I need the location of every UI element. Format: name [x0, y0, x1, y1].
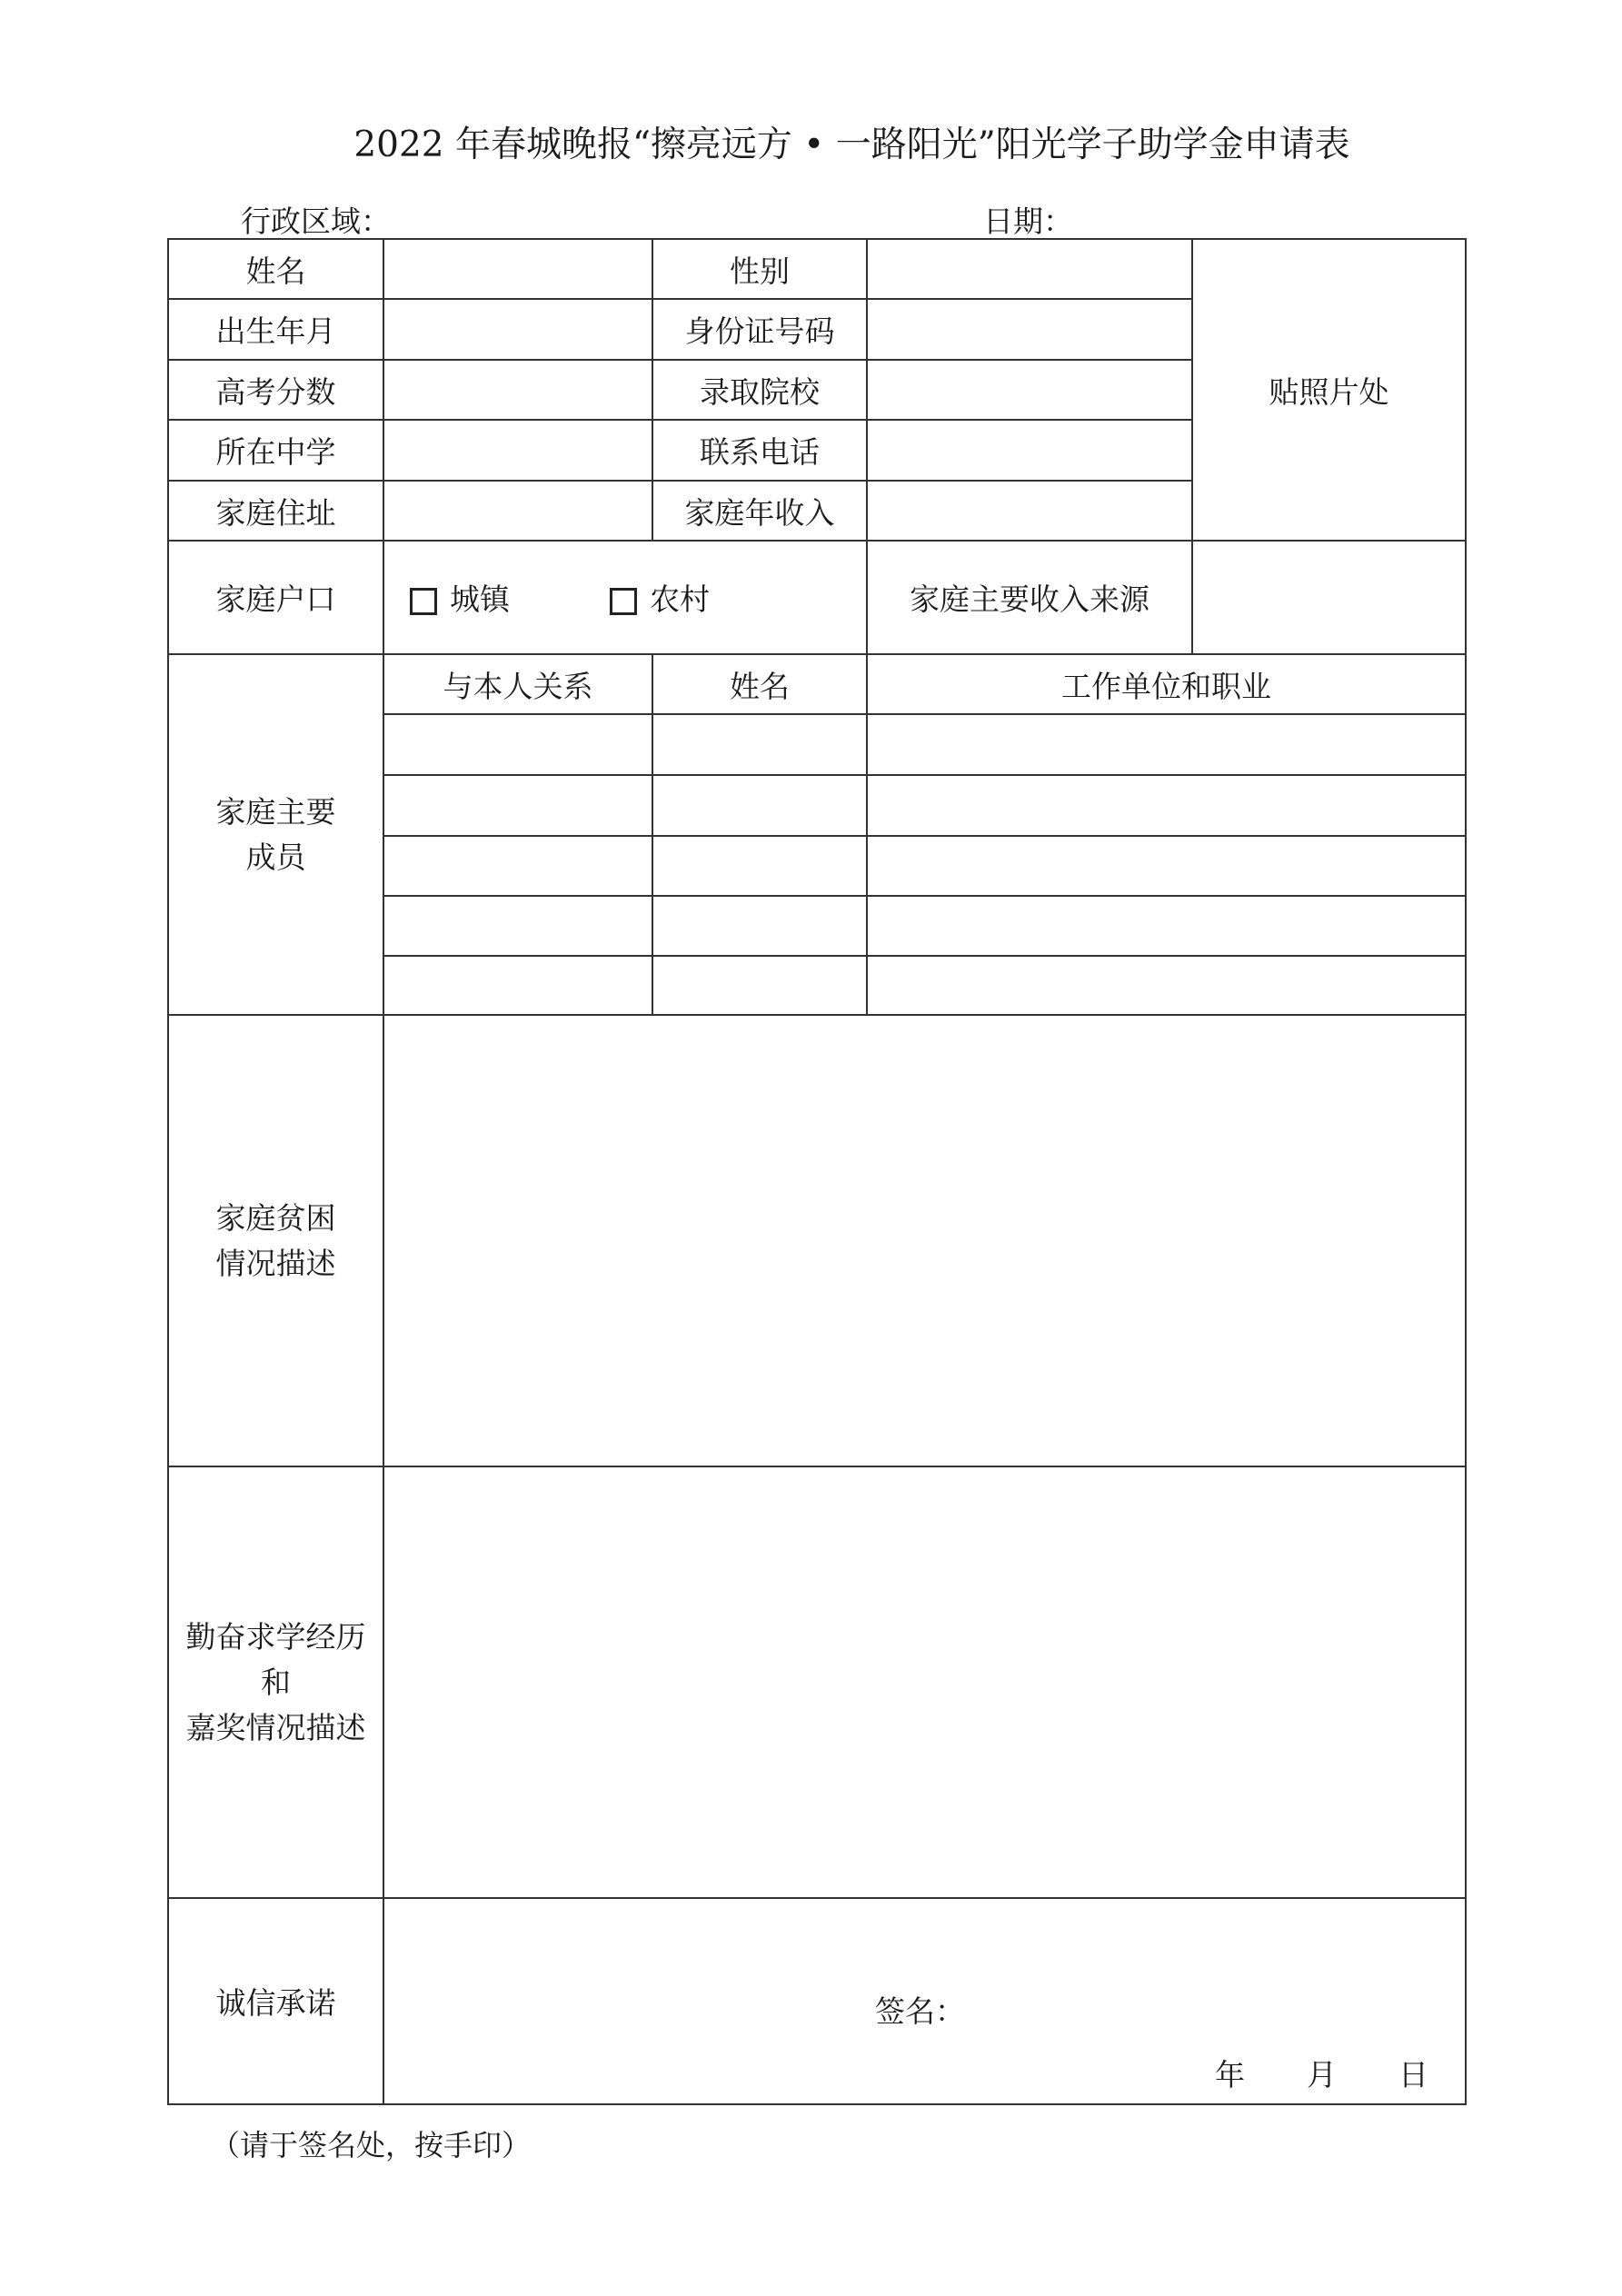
address-input-cell[interactable]	[383, 481, 652, 541]
member-work-cell[interactable]	[867, 714, 1466, 775]
school-label: 所在中学	[168, 420, 383, 481]
id-number-label: 身份证号码	[652, 299, 867, 360]
family-members-label	[168, 654, 383, 1015]
study-label	[168, 1466, 383, 1898]
member-name-cell[interactable]	[652, 956, 867, 1015]
town-option-label: 城镇	[450, 581, 510, 617]
promise-cell[interactable]	[383, 1898, 1466, 2104]
income-source-input-cell[interactable]	[1192, 541, 1466, 654]
rural-option-label: 农村	[650, 581, 710, 617]
member-work-cell[interactable]	[867, 775, 1466, 836]
town-checkbox[interactable]	[410, 588, 437, 615]
member-relation-cell[interactable]	[383, 714, 652, 775]
hukou-option-rural[interactable]	[610, 576, 710, 619]
member-name-cell[interactable]	[652, 836, 867, 896]
income-source-label: 家庭主要收入来源	[867, 541, 1192, 654]
member-work-cell[interactable]	[867, 836, 1466, 896]
date-label: 日期：	[983, 204, 1073, 239]
hukou-option-town[interactable]	[410, 576, 510, 619]
form-title: 2022 年春城晚报“擦亮远方 • 一路阳光”阳光学子助学金申请表	[353, 124, 1350, 165]
member-name-cell[interactable]	[652, 775, 867, 836]
promise-label: 诚信承诺	[168, 1898, 383, 2104]
income-input-cell[interactable]	[867, 481, 1192, 541]
address-label: 家庭住址	[168, 481, 383, 541]
member-name-cell[interactable]	[652, 896, 867, 956]
study-label-line2: 和	[261, 1664, 291, 1700]
application-form-table	[167, 238, 1467, 2105]
score-label: 高考分数	[168, 360, 383, 420]
work-column-header: 工作单位和职业	[867, 654, 1466, 714]
member-work-cell[interactable]	[867, 956, 1466, 1015]
id-number-input-cell[interactable]	[867, 299, 1192, 360]
month-label: 月	[1307, 2057, 1337, 2092]
school-input-cell[interactable]	[383, 420, 652, 481]
relation-column-header: 与本人关系	[383, 654, 652, 714]
gender-label: 性别	[652, 239, 867, 299]
college-label: 录取院校	[652, 360, 867, 420]
birth-label: 出生年月	[168, 299, 383, 360]
hukou-options	[383, 541, 867, 654]
study-description-cell[interactable]	[383, 1466, 1466, 1898]
name-label: 姓名	[168, 239, 383, 299]
income-label: 家庭年收入	[652, 481, 867, 541]
rural-checkbox[interactable]	[610, 588, 637, 615]
day-label: 日	[1398, 2057, 1428, 2092]
poverty-description-cell[interactable]	[383, 1015, 1466, 1466]
college-input-cell[interactable]	[867, 360, 1192, 420]
hukou-label: 家庭户口	[168, 541, 383, 654]
family-members-label-line2: 成员	[245, 839, 306, 875]
member-relation-cell[interactable]	[383, 775, 652, 836]
region-label: 行政区域：	[241, 204, 391, 239]
poverty-label	[168, 1015, 383, 1466]
member-relation-cell[interactable]	[383, 956, 652, 1015]
member-name-cell[interactable]	[652, 714, 867, 775]
member-name-column-header: 姓名	[652, 654, 867, 714]
poverty-label-line2: 情况描述	[215, 1245, 336, 1281]
study-label-line1: 勤奋求学经历	[185, 1618, 366, 1655]
member-relation-cell[interactable]	[383, 836, 652, 896]
name-input-cell[interactable]	[383, 239, 652, 299]
signature-label: 签名：	[875, 1993, 965, 2029]
gender-input-cell[interactable]	[867, 239, 1192, 299]
birth-input-cell[interactable]	[383, 299, 652, 360]
fingerprint-note: （请于签名处，按手印）	[211, 2128, 532, 2162]
photo-label: 贴照片处	[1269, 373, 1389, 410]
phone-label: 联系电话	[652, 420, 867, 481]
family-members-label-line1: 家庭主要	[215, 793, 336, 830]
member-relation-cell[interactable]	[383, 896, 652, 956]
study-label-line3: 嘉奖情况描述	[185, 1709, 366, 1745]
photo-area	[1192, 239, 1466, 541]
poverty-label-line1: 家庭贫困	[215, 1199, 336, 1236]
year-label: 年	[1215, 2057, 1245, 2092]
signature-date	[1215, 2052, 1428, 2094]
member-work-cell[interactable]	[867, 896, 1466, 956]
score-input-cell[interactable]	[383, 360, 652, 420]
phone-input-cell[interactable]	[867, 420, 1192, 481]
